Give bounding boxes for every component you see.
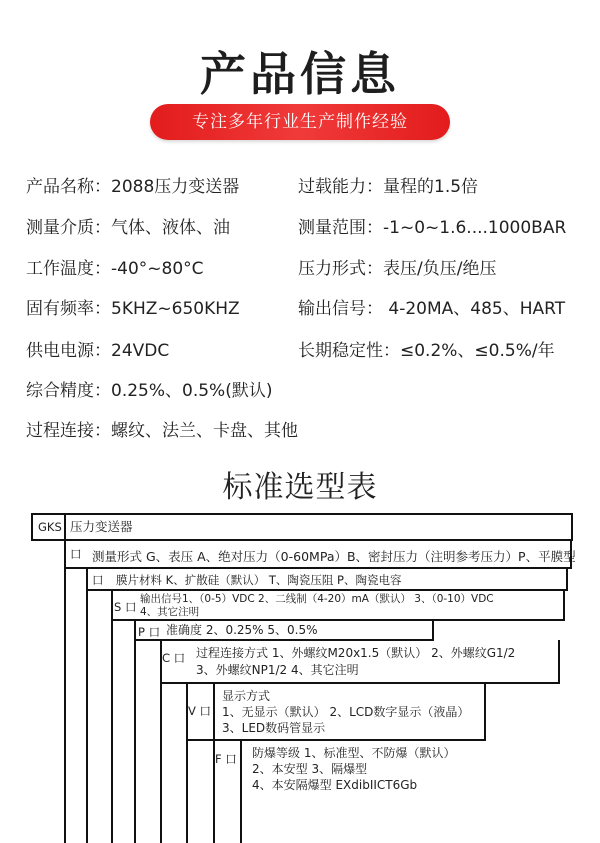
slogan-banner: 专注多年行业生产制作经验 — [150, 104, 450, 140]
option-text: 2、本安型 3、隔爆型 — [252, 762, 368, 776]
table-border — [558, 640, 560, 683]
spec-value: 5KHZ~650KHZ — [111, 299, 240, 319]
option-box[interactable]: S 口 — [114, 600, 137, 614]
spec-value: 气体、液体、油 — [111, 218, 230, 238]
selection-title: 标准选型表 — [222, 470, 378, 505]
spec-frequency — [26, 294, 240, 319]
spec-label: 产品名称： — [26, 177, 111, 197]
product-name: 压力变送器 — [70, 519, 133, 534]
spec-medium — [26, 213, 230, 238]
spec-value: -40°~80°C — [111, 259, 204, 279]
table-border — [64, 513, 66, 843]
spec-connection — [26, 416, 298, 441]
spec-label: 过载能力： — [298, 177, 383, 197]
spec-value: ≤0.2%、≤0.5%/年 — [400, 341, 555, 361]
page-title: 产品信息 — [200, 47, 400, 101]
spec-label: 工作温度： — [26, 259, 111, 279]
spec-value: 表压/负压/绝压 — [383, 259, 497, 279]
option-text: 膜片材料 K、扩散硅（默认） T、陶瓷压阻 P、陶瓷电容 — [116, 573, 402, 587]
option-text: 显示方式 — [222, 689, 271, 703]
table-border — [134, 639, 434, 641]
spec-product-name — [26, 172, 239, 197]
option-box[interactable]: 口 — [92, 573, 104, 587]
spec-range — [298, 213, 566, 238]
option-text: 测量形式 G、表压 A、绝对压力（0-60MPa）B、密封压力（注明参考压力）P、平膜型 — [92, 549, 576, 564]
table-border — [186, 739, 486, 741]
table-border — [111, 590, 113, 843]
spec-temperature — [26, 254, 204, 279]
table-border — [31, 539, 573, 541]
option-text: 准确度 2、0.25% 5、0.5% — [166, 623, 318, 637]
table-border — [31, 513, 573, 515]
spec-output — [298, 294, 565, 319]
table-border — [64, 567, 572, 569]
spec-accuracy — [26, 376, 272, 401]
spec-label: 供电电源： — [26, 341, 111, 361]
option-text: 3、LED数码管显示 — [222, 721, 326, 735]
option-box[interactable]: V 口 — [188, 704, 212, 718]
spec-label: 过程连接： — [26, 421, 111, 441]
option-text: 输出信号1、（0-5）VDC 2、二线制（4-20）mA（默认） 3、（0-10）VDC — [140, 593, 494, 605]
option-text: 防爆等级 1、标准型、不防爆（默认） — [252, 746, 456, 760]
spec-label: 综合精度： — [26, 381, 111, 401]
table-border — [571, 513, 573, 541]
table-border — [160, 682, 560, 684]
table-border — [86, 567, 88, 843]
spec-label: 长期稳定性： — [298, 341, 400, 361]
spec-power — [26, 336, 169, 361]
model-code: GKS — [38, 520, 62, 534]
spec-stability — [298, 336, 555, 361]
spec-label: 测量范围： — [298, 218, 383, 238]
spec-value: 4-20MA、485、HART — [383, 299, 566, 319]
table-border — [160, 640, 162, 843]
spec-label: 固有频率： — [26, 299, 111, 319]
spec-value: 24VDC — [111, 341, 170, 361]
table-border — [566, 568, 568, 590]
spec-value: 0.25%、0.5%(默认) — [111, 381, 273, 401]
option-box[interactable]: C 口 — [162, 651, 186, 665]
option-text: 1、无显示（默认） 2、LCD数字显示（液晶） — [222, 705, 470, 719]
table-border — [240, 741, 242, 843]
spec-overload — [298, 172, 478, 197]
table-border — [484, 683, 486, 740]
option-text: 4、本安隔爆型 EXdibIICT6Gb — [252, 778, 418, 792]
spec-value: 量程的1.5倍 — [383, 177, 479, 197]
table-border — [563, 590, 565, 620]
spec-pressure-type — [298, 254, 496, 279]
option-box[interactable]: 口 — [70, 547, 82, 561]
table-border — [86, 589, 568, 591]
option-text: 3、外螺纹NP1/2 4、其它注明 — [196, 663, 359, 677]
spec-value: 2088压力变送器 — [111, 177, 240, 197]
table-border — [432, 620, 434, 640]
spec-label: 输出信号： — [298, 299, 383, 319]
option-text: 4、其它注明 — [140, 606, 200, 618]
option-box[interactable]: F 口 — [215, 752, 237, 766]
table-border — [134, 620, 136, 843]
spec-label: 压力形式： — [298, 259, 383, 279]
spec-value: -1~0~1.6....1000BAR — [383, 218, 567, 238]
spec-label: 测量介质： — [26, 218, 111, 238]
option-box[interactable]: P 口 — [138, 625, 161, 639]
option-text: 过程连接方式 1、外螺纹M20x1.5（默认） 2、外螺纹G1/2 — [196, 646, 516, 660]
spec-value: 螺纹、法兰、卡盘、其他 — [111, 421, 298, 441]
table-border — [31, 513, 33, 541]
